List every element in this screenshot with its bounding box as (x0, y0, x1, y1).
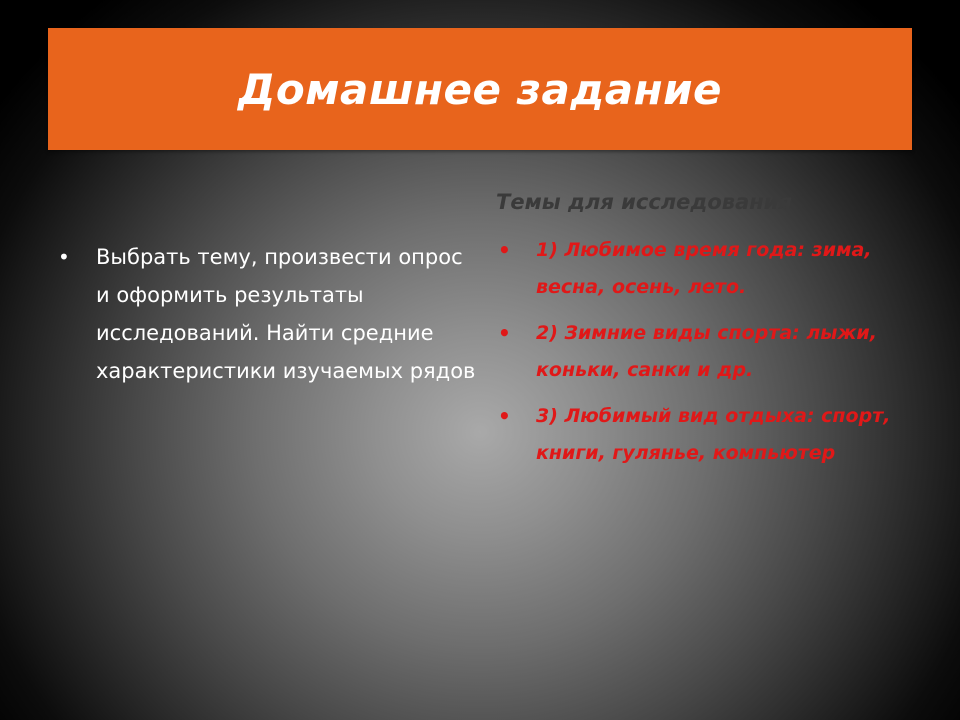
bullet-icon: • (498, 404, 511, 428)
right-content-column (496, 190, 916, 481)
list-item-text: Выбрать тему, произвести опрос и оформить результаты исследований. Найти средние характеристики изучаемых рядов (96, 245, 476, 383)
right-bullet-list (496, 232, 916, 472)
list-item-text: 2) Зимние виды спорта: лыжи, коньки, санки и др. (536, 322, 877, 381)
bullet-icon: • (498, 238, 511, 262)
list-item (56, 238, 476, 390)
research-topics-heading: Темы для исследования (496, 190, 792, 214)
list-item (496, 398, 916, 472)
list-item-text: 3) Любимый вид отдыха: спорт, книги, гулянье, компьютер (536, 405, 891, 464)
list-item (496, 315, 916, 389)
bullet-icon: • (58, 245, 70, 269)
list-item (496, 232, 916, 306)
list-item-text: 1) Любимое время года: зима, весна, осень, лето. (536, 239, 872, 298)
left-content-column (56, 238, 476, 390)
slide-title: Домашнее задание (237, 64, 723, 114)
left-bullet-list (56, 238, 476, 390)
bullet-icon: • (498, 321, 511, 345)
title-bar (48, 28, 912, 150)
